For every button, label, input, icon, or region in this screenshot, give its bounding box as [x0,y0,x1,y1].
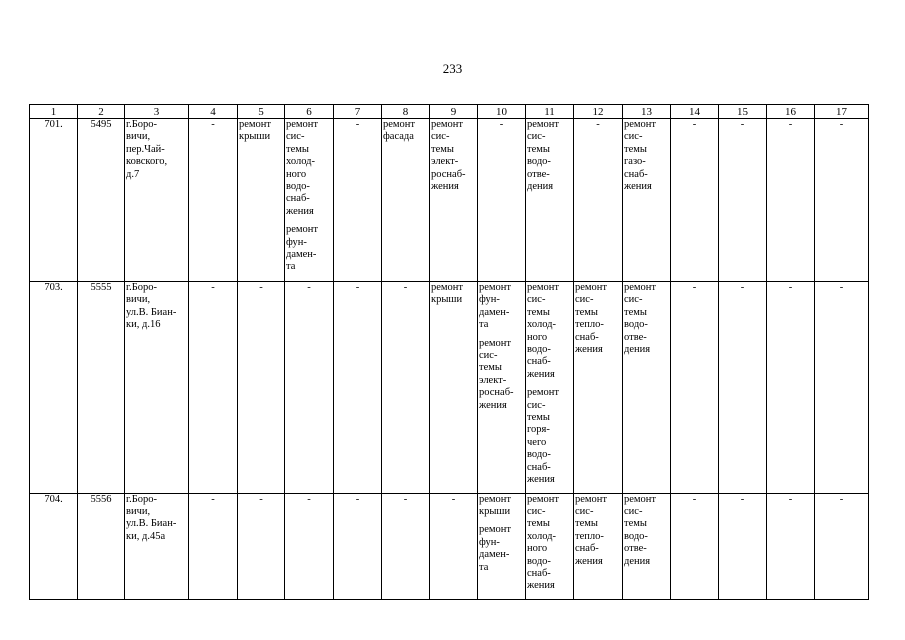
empty-cell [334,119,382,282]
work-cell [526,119,574,282]
column-number-4: 4 [189,105,238,119]
work-item: ремонт фун- дамен- та [479,282,512,331]
house-code-cell [78,493,125,599]
empty-cell [238,493,285,599]
table-row [30,282,869,494]
dash-mark: - [355,282,360,293]
work-cell [623,282,671,494]
table-row [30,119,869,282]
work-cell [526,493,574,599]
empty-cell [671,119,719,282]
work-cell [430,282,478,494]
work-cell [574,493,623,599]
dash-mark: - [740,282,745,293]
table-row [30,493,869,599]
house-code-cell [78,282,125,494]
dash-mark: - [451,493,456,505]
work-cell [574,282,623,494]
work-cell [478,282,526,494]
column-number-16: 16 [767,105,815,119]
empty-cell [285,282,334,494]
work-item: ремонт сис- темы водо- отве- дения [624,282,657,356]
dash-mark: - [740,119,745,130]
empty-cell [334,282,382,494]
row-number-cell [30,119,78,282]
column-number-8: 8 [382,105,430,119]
work-cell [285,119,334,282]
work-cell [238,119,285,282]
dash-mark: - [259,282,263,293]
work-item: ремонт сис- темы элект- роснаб- жения [479,337,514,411]
work-item: ремонт сис- темы газо- снаб- жения [624,119,657,193]
column-number-5: 5 [238,105,285,119]
column-number-12: 12 [574,105,623,119]
work-cell [623,119,671,282]
dash-mark: - [692,493,697,505]
work-item: ремонт сис- темы водо- отве- дения [527,119,560,193]
empty-cell [189,119,238,282]
column-number-14: 14 [671,105,719,119]
work-cell [478,493,526,599]
empty-cell [767,493,815,599]
column-number-1: 1 [30,105,78,119]
empty-cell [189,282,238,494]
work-cell [623,493,671,599]
column-number-11: 11 [526,105,574,119]
work-cell [382,119,430,282]
work-item: ремонт крыши [431,282,464,306]
empty-cell [815,282,869,494]
empty-cell [671,282,719,494]
address-cell [125,119,189,282]
work-item: 701. [44,119,63,130]
column-number-2: 2 [78,105,125,119]
page-number: 233 [442,61,463,76]
work-item: ремонт сис- темы холод- ного водо- снаб- жения [527,282,560,380]
column-number-10: 10 [478,105,526,119]
dash-mark: - [307,282,311,293]
empty-cell [574,119,623,282]
empty-cell [238,282,285,494]
work-item: ремонт крыши [239,119,272,143]
address-cell [125,282,189,494]
work-item: ремонт сис- темы элект- роснаб- жения [431,119,466,193]
work-item: ремонт сис- темы тепло- снаб- жения [575,493,608,567]
work-item: 704. [44,493,63,505]
dash-mark: - [839,493,844,505]
dash-mark: - [499,119,504,130]
work-item: 5555 [90,282,112,293]
dash-mark: - [211,493,215,505]
dash-mark: - [355,119,360,130]
empty-cell [285,493,334,599]
dash-mark: - [692,282,697,293]
work-item: ремонт фун- дамен- та [286,224,319,273]
work-item: ремонт фасада [383,119,416,143]
work-item: 5556 [90,493,112,505]
column-number-7: 7 [334,105,382,119]
dash-mark: - [692,119,697,130]
dash-mark: - [839,282,844,293]
work-item: ремонт сис- темы холод- ного водо- снаб- жения [527,493,560,592]
empty-cell [382,282,430,494]
dash-mark: - [307,493,311,505]
empty-cell [815,119,869,282]
dash-mark: - [839,119,844,130]
empty-cell [430,493,478,599]
empty-cell [719,282,767,494]
empty-cell [767,282,815,494]
work-item: ремонт сис- темы холод- ного водо- снаб- жения [286,119,319,217]
column-number-17: 17 [815,105,869,119]
dash-mark: - [259,493,263,505]
work-item: г.Боро- вичи, пер.Чай- ковского, д.7 [126,119,168,180]
column-number-3: 3 [125,105,189,119]
column-number-row [30,105,869,119]
dash-mark: - [211,119,215,130]
dash-mark: - [355,493,360,505]
work-item: 5495 [90,119,112,130]
address-cell [125,493,189,599]
empty-cell [189,493,238,599]
empty-cell [478,119,526,282]
repair-schedule-table [29,104,869,600]
work-cell [430,119,478,282]
empty-cell [719,493,767,599]
work-item: 703. [44,282,63,293]
empty-cell [671,493,719,599]
work-item: ремонт сис- темы водо- отве- дения [624,493,657,567]
dash-mark: - [403,493,408,505]
row-number-cell [30,493,78,599]
empty-cell [719,119,767,282]
column-number-6: 6 [285,105,334,119]
column-number-15: 15 [719,105,767,119]
house-code-cell [78,119,125,282]
work-item: ремонт сис- темы горя- чего водо- снаб- жения [527,387,560,486]
work-cell [526,282,574,494]
work-item: ремонт крыши [479,493,512,517]
empty-cell [334,493,382,599]
work-item: г.Боро- вичи, ул.В. Биан- ки, д.45а [126,493,177,542]
column-number-13: 13 [623,105,671,119]
dash-mark: - [211,282,215,293]
dash-mark: - [596,119,600,130]
work-item: г.Боро- вичи, ул.В. Биан- ки, д.16 [126,282,177,331]
dash-mark: - [788,119,793,130]
empty-cell [382,493,430,599]
empty-cell [815,493,869,599]
work-item: ремонт сис- темы тепло- снаб- жения [575,282,608,356]
empty-cell [767,119,815,282]
column-number-9: 9 [430,105,478,119]
work-item: ремонт фун- дамен- та [479,524,512,573]
dash-mark: - [788,282,793,293]
row-number-cell [30,282,78,494]
dash-mark: - [403,282,408,293]
dash-mark: - [740,493,745,505]
dash-mark: - [788,493,793,505]
